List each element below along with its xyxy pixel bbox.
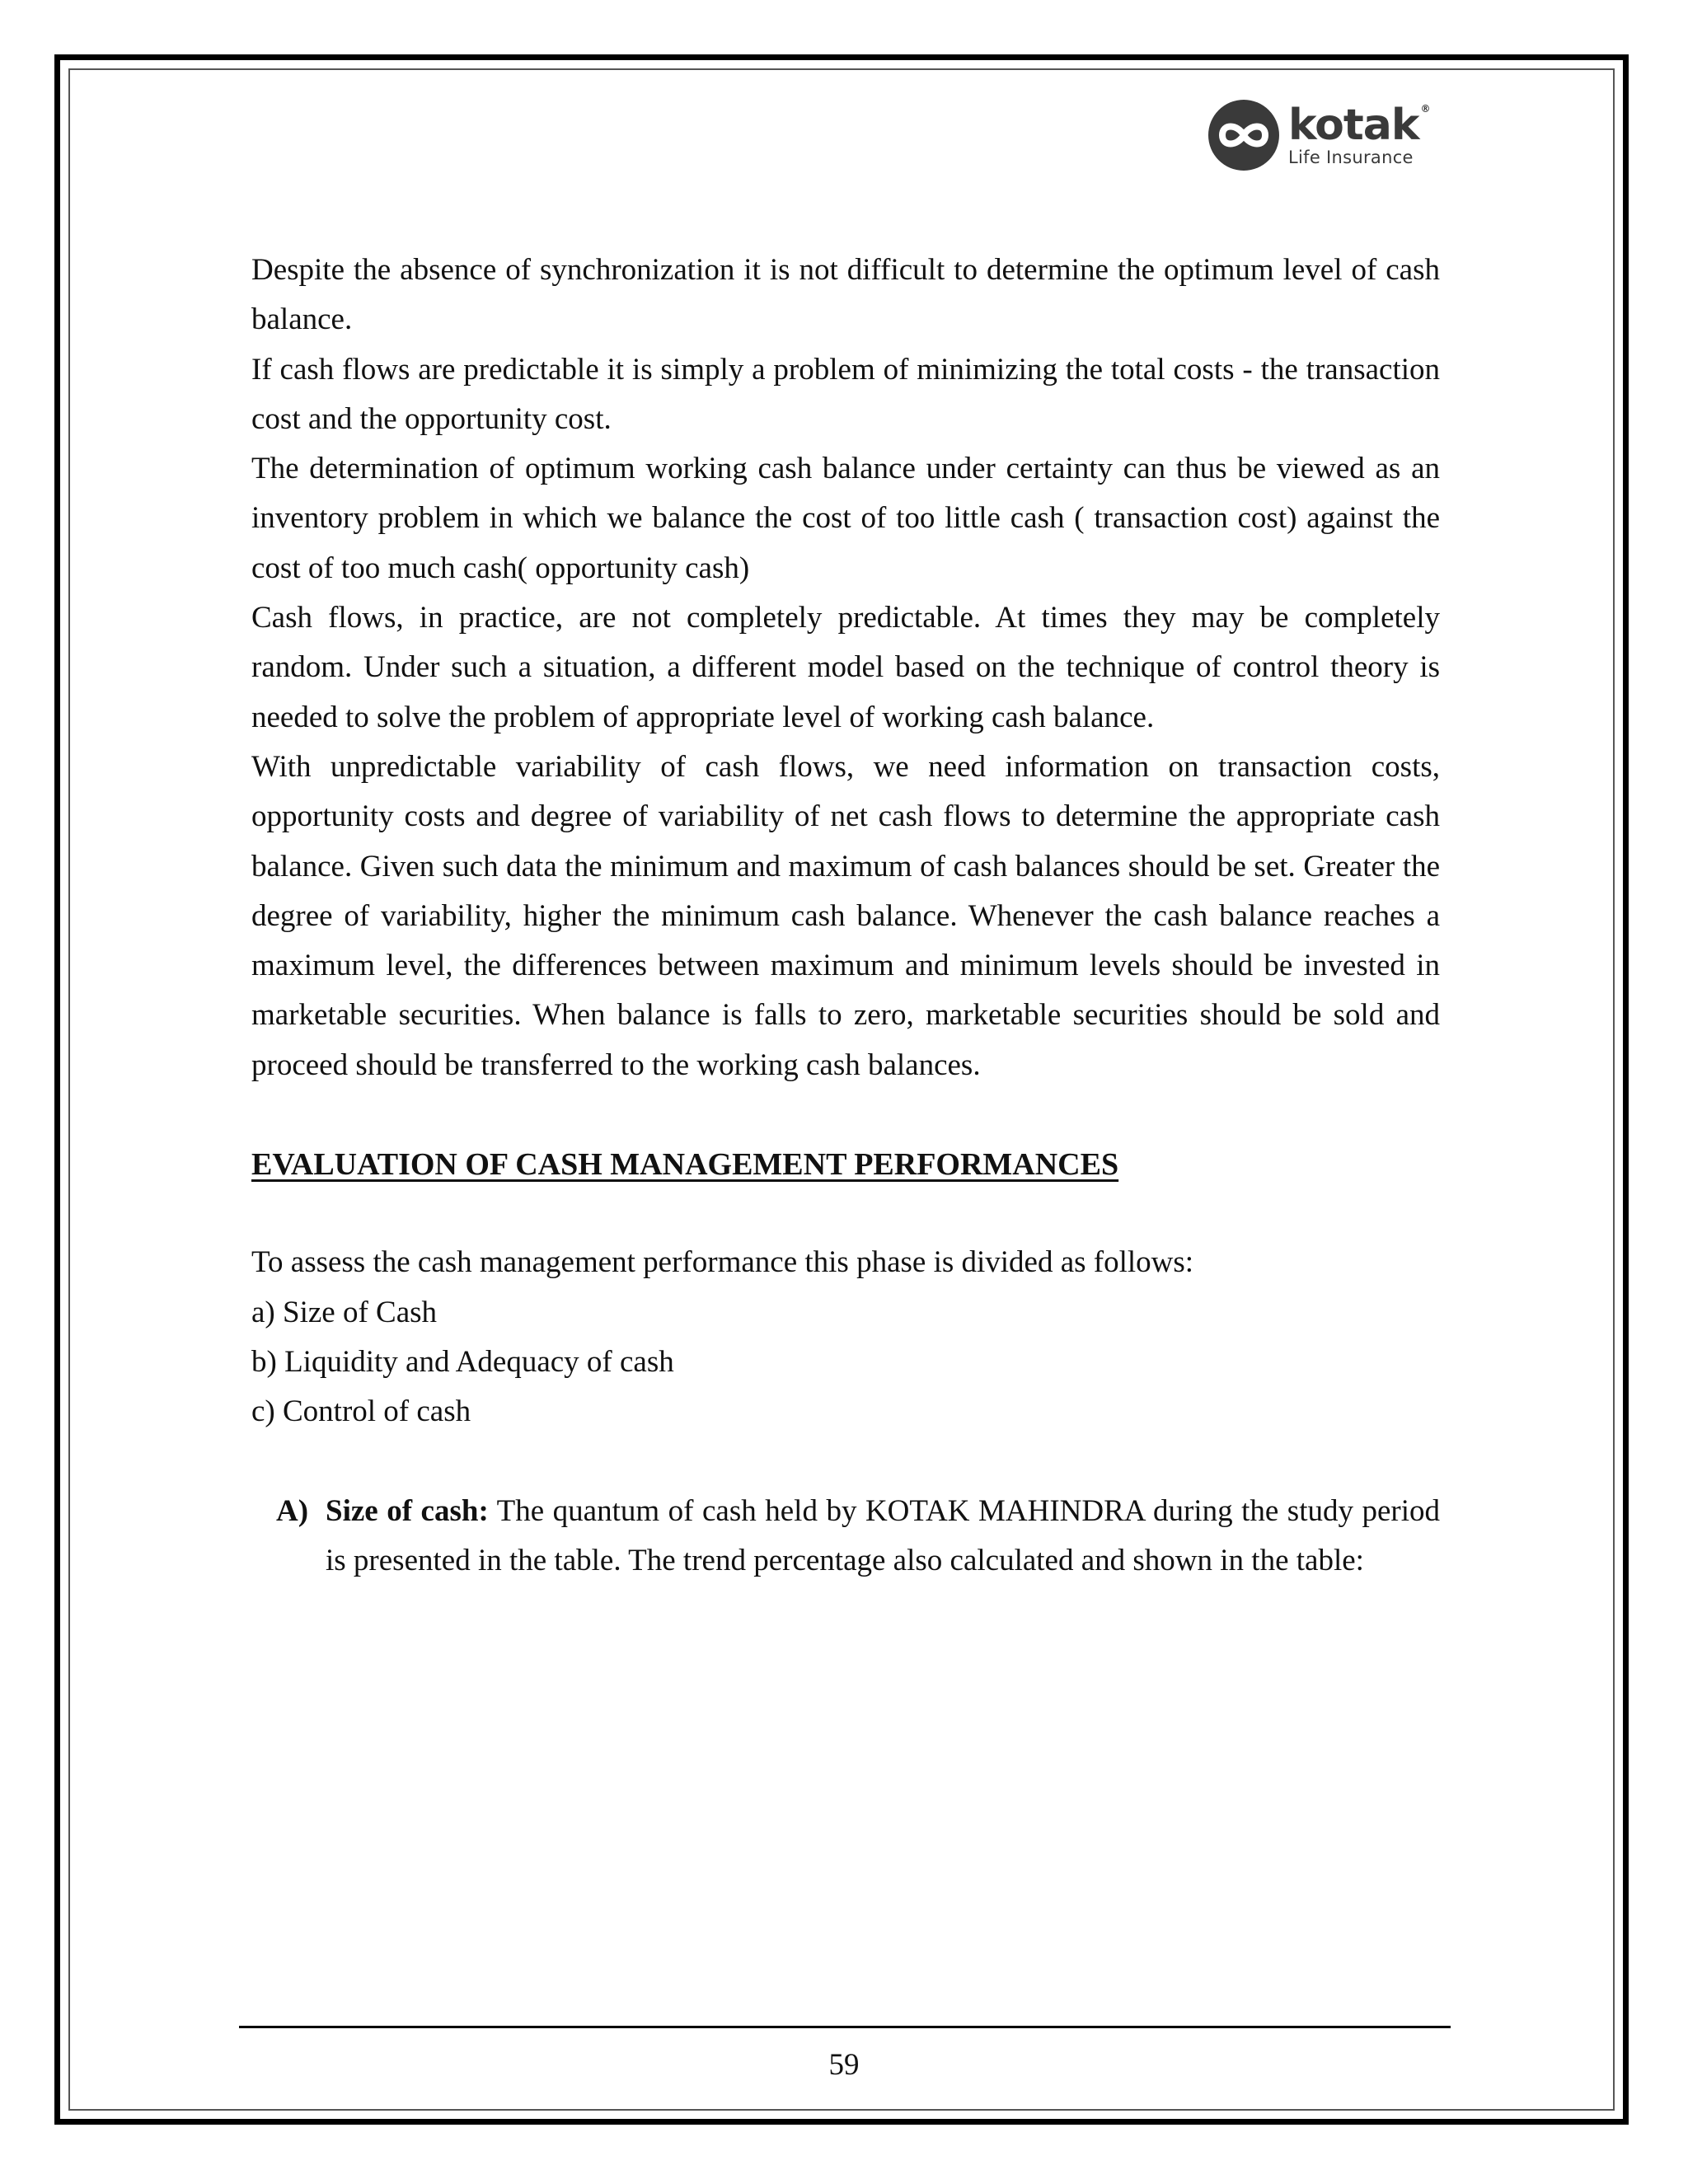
paragraph-5: With unpredictable variability of cash flows, we need information on transaction costs, opportunity costs and degree of variability of net cash flows to determine the appropriate cash balance. Given such data the minimum and maximum of cash balances should be set. Greater the degree of variability, higher the minimum cash balance. Whenever the cash balance reaches a maximum level, the differences between maximum and minimum levels should be invested in marketable securities. When balance is falls to zero, marketable securities should be sold and proceed should be transferred to the working cash balances. bbox=[251, 749, 1440, 1082]
spacer bbox=[251, 1090, 1440, 1140]
paragraph-4: Cash flows, in practice, are not completely predictable. At times they may be completely random. Under such a situation, a different model based on the technique of control theory is needed to solve the problem of appropriate level of working cash balance. bbox=[251, 601, 1440, 734]
paragraph-2: If cash flows are predictable it is simply a problem of minimizing the total costs - the transaction cost and the opportunity cost. bbox=[251, 352, 1440, 436]
section-heading: EVALUATION OF CASH MANAGEMENT PERFORMANCES bbox=[251, 1147, 1119, 1183]
item-marker: A) bbox=[276, 1493, 309, 1528]
logo-brand bbox=[1288, 101, 1430, 150]
item-text: The quantum of cash held by KOTAK MAHINDRA during the study period is presented in the table. The trend percentage also calculated and shown in the table: bbox=[326, 1493, 1441, 1577]
page-number: 59 bbox=[828, 2048, 860, 2082]
size-of-cash-item bbox=[276, 1487, 1440, 1586]
logo-text bbox=[1288, 101, 1430, 167]
kotak-infinity-logo-icon bbox=[1207, 99, 1280, 171]
list-item: b) Liquidity and Adequacy of cash bbox=[251, 1344, 674, 1379]
list-item: a) Size of Cash bbox=[251, 1295, 438, 1329]
section-intro: To assess the cash management performance this phase is divided as follows: bbox=[251, 1245, 1194, 1280]
item-label: Size of cash: bbox=[326, 1493, 489, 1528]
logo-subtitle: Life Insurance bbox=[1288, 148, 1414, 167]
paragraph-1: Despite the absence of synchronization it is not difficult to determine the optimum level of cash balance. bbox=[251, 253, 1440, 337]
item-body bbox=[326, 1487, 1440, 1586]
logo-registered-mark: ® bbox=[1420, 103, 1430, 115]
spacer bbox=[251, 1437, 1440, 1487]
paragraph-3: The determination of optimum working cash balance under certainty can thus be viewed as an inventory problem in which we balance the cost of too little cash ( transaction cost) against the cost of too much cash( opportunity cash) bbox=[251, 452, 1440, 585]
kotak-logo bbox=[1207, 97, 1447, 173]
spacer bbox=[251, 1189, 1440, 1238]
list-item: c) Control of cash bbox=[251, 1394, 471, 1429]
footer-divider bbox=[239, 2026, 1451, 2028]
document-body bbox=[251, 246, 1440, 1586]
logo-brand-text: kotak bbox=[1288, 101, 1419, 150]
